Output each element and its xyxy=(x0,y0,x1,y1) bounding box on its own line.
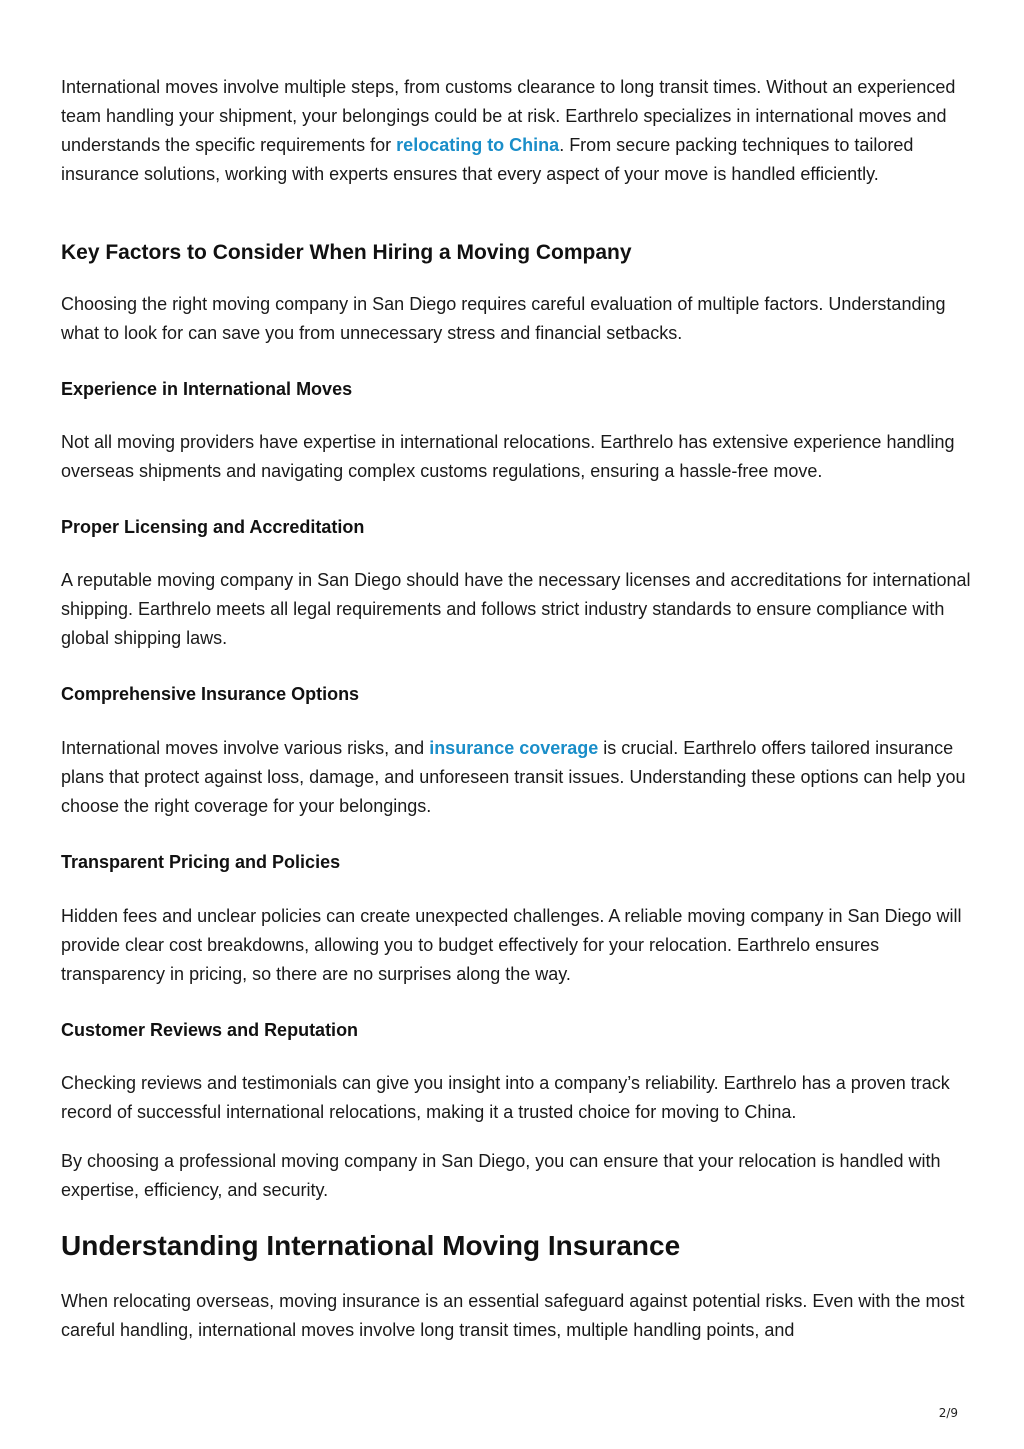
relocating-to-china-link[interactable]: relocating to China xyxy=(396,135,560,155)
intro-paragraph xyxy=(61,73,971,189)
experience-body: Not all moving providers have expertise in international relocations. Earthrelo has extensive experience handling overseas shipments and navigating complex customs regulations, ensuring a hassle-free move. xyxy=(61,432,955,481)
insurance-options-heading: Comprehensive Insurance Options xyxy=(61,684,360,704)
insurance-text-start: International moves involve various risks, and xyxy=(61,738,430,758)
pricing-body: Hidden fees and unclear policies can create unexpected challenges. A reliable moving company in San Diego will provide clear cost breakdowns, allowing you to budget effectively for your relocation. Earthrelo ensures transparency in pricing, so there are no surprises along the way. xyxy=(61,906,962,984)
key-factors-heading: Key Factors to Consider When Hiring a Moving Company xyxy=(61,241,632,264)
reviews-body: Checking reviews and testimonials can give you insight into a company’s reliability. Earthrelo has a proven track record of successful international relocations, making it a trusted choice for moving to China. xyxy=(61,1073,950,1122)
insurance-text-end: is crucial. Earthrelo offers tailored insurance plans that protect against loss, damage, and unforeseen transit issues. Understanding these options can help you choose the right coverage for your belongings. xyxy=(61,738,966,816)
experience-heading: Experience in International Moves xyxy=(61,379,353,399)
licensing-heading: Proper Licensing and Accreditation xyxy=(61,517,365,537)
intro-text-end: . From secure packing techniques to tailored insurance solutions, working with experts ensures that every aspect of your move is handled efficiently. xyxy=(61,135,914,184)
key-factors-intro: Choosing the right moving company in San Diego requires careful evaluation of multiple factors. Understanding what to look for can save you from unnecessary stress and financial setbacks. xyxy=(61,294,946,343)
insurance-options-paragraph xyxy=(61,734,971,821)
intro-text-start: International moves involve multiple steps, from customs clearance to long transit times. Without an experienced team handling your shipment, your belongings could be at risk. Earthrelo specializes in international moves and understands the specific requirements for xyxy=(61,77,956,155)
licensing-body: A reputable moving company in San Diego should have the necessary licenses and accreditations for international shipping. Earthrelo meets all legal requirements and follows strict industry standards to ensure compliance with global shipping laws. xyxy=(61,570,971,648)
moving-insurance-body: When relocating overseas, moving insurance is an essential safeguard against potential risks. Even with the most careful handling, international moves involve long transit times, multiple handling points, and xyxy=(61,1291,965,1340)
reviews-heading: Customer Reviews and Reputation xyxy=(61,1020,359,1040)
page-number: 2/9 xyxy=(938,1406,958,1420)
pricing-heading: Transparent Pricing and Policies xyxy=(61,852,341,872)
moving-insurance-heading: Understanding International Moving Insurance xyxy=(61,1230,681,1261)
reviews-closing: By choosing a professional moving company in San Diego, you can ensure that your relocation is handled with expertise, efficiency, and security. xyxy=(61,1151,941,1200)
insurance-coverage-link[interactable]: insurance coverage xyxy=(429,738,599,758)
key-factors-section xyxy=(61,239,971,267)
